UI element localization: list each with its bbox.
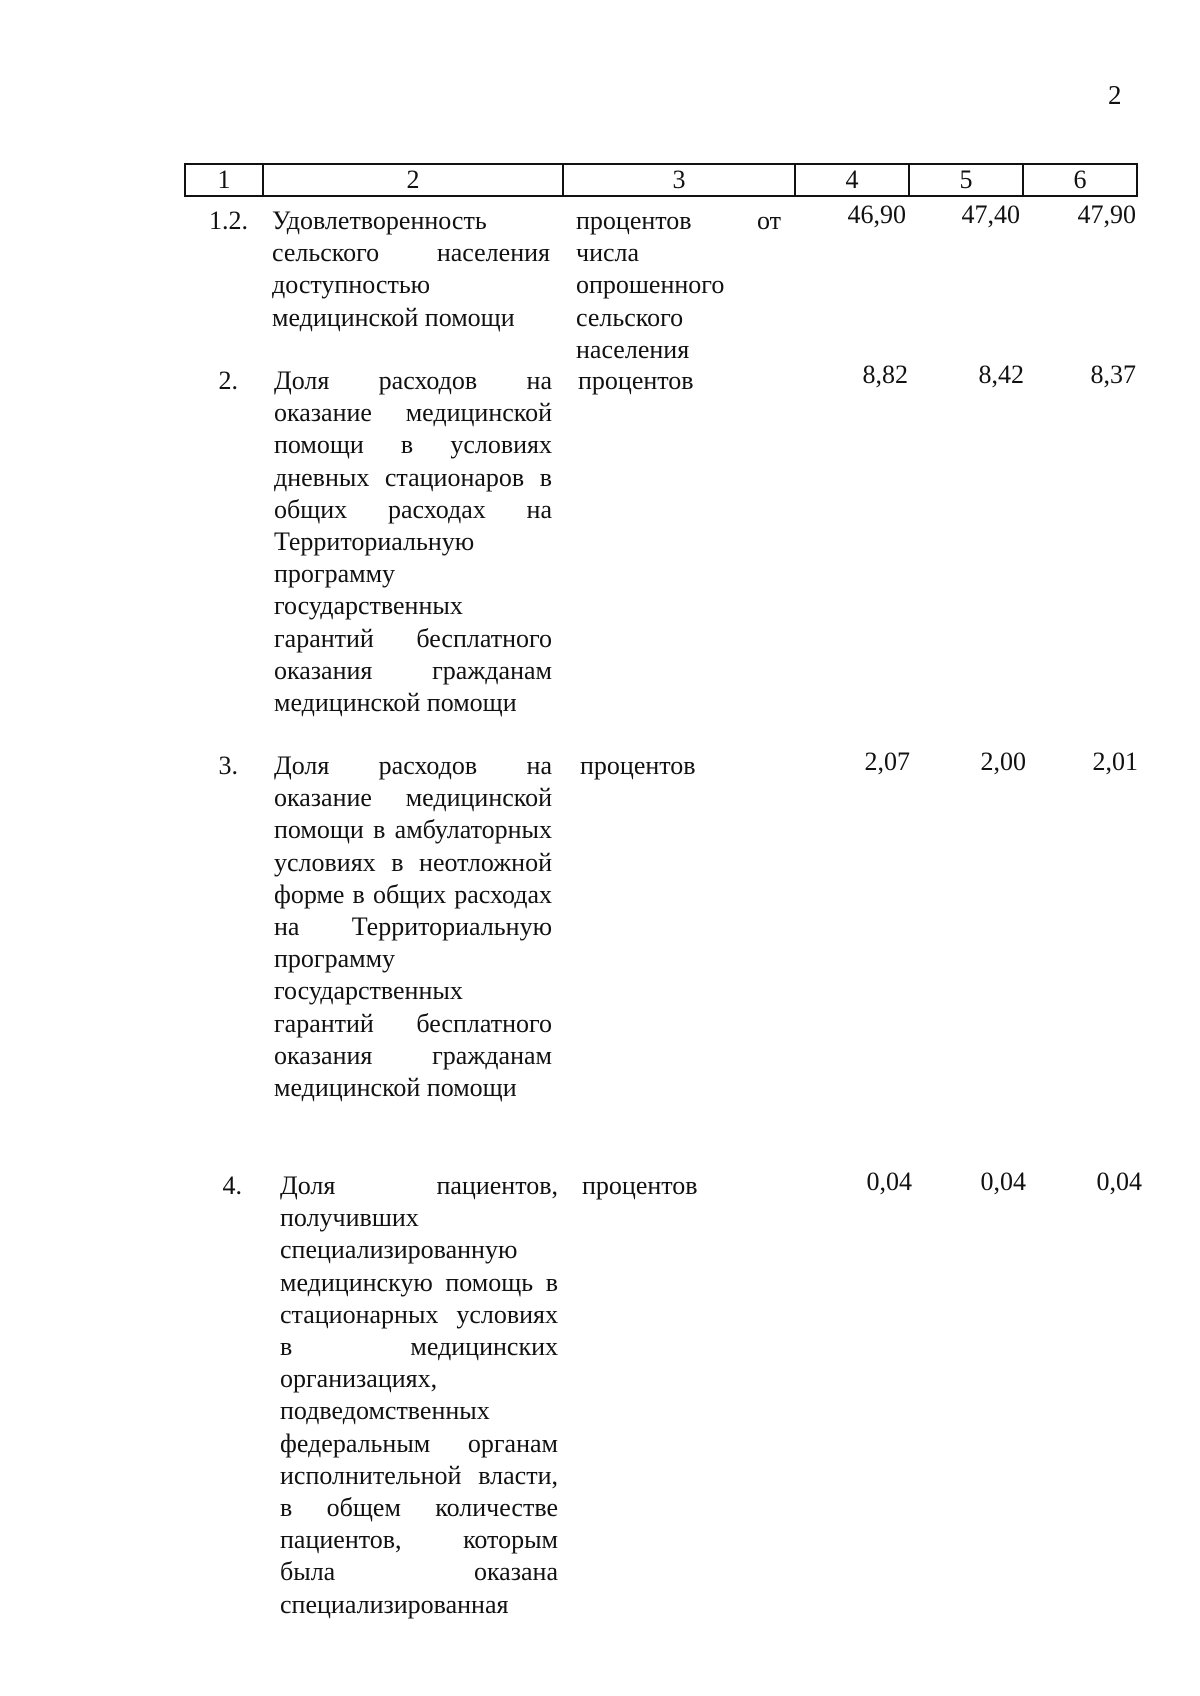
unit-of-measure: процентов: [580, 751, 696, 780]
row-number: 2.: [218, 366, 238, 395]
unit-of-measure: процентов от числа опрошенного сельского населения: [576, 206, 781, 364]
indicator-name: Доля пациентов, получивших специализированную медицинскую помощь в стационарных условиях в медицинских организациях, подведомственных федеральным органам исполнительной власти, в общем количестве пациентов, которым была оказана специализированная: [280, 1171, 558, 1619]
header-col-3: 3: [563, 164, 795, 196]
value-col-6: 47,90: [1077, 200, 1136, 229]
row-number: 3.: [218, 751, 238, 780]
header-col-5: 5: [909, 164, 1023, 196]
header-row: [185, 164, 1137, 196]
page-number: 2: [1108, 80, 1122, 110]
header-col-1: 1: [185, 164, 263, 196]
unit-of-measure: процентов: [578, 366, 694, 395]
indicator-name: Удовлетворенность сельского населения доступностью медицинской помощи: [272, 206, 550, 332]
value-col-5: 0,04: [980, 1167, 1026, 1196]
indicator-name: Доля расходов на оказание медицинской помощи в условиях дневных стационаров в общих расходах на Территориальную программу государственных гарантий бесплатного оказания гражданам медицинской помощи: [274, 366, 552, 718]
row-number: 1.2.: [209, 206, 248, 235]
value-col-4: 2,07: [864, 747, 910, 776]
indicator-name: Доля расходов на оказание медицинской помощи в амбулаторных условиях в неотложной форме в общих расходах на Территориальную программу государственных гарантий бесплатного оказания гражданам медицинской помощи: [274, 751, 552, 1103]
row-number: 4.: [222, 1171, 242, 1200]
value-col-5: 47,40: [961, 200, 1020, 229]
unit-of-measure: процентов: [582, 1171, 698, 1200]
header-col-4: 4: [795, 164, 909, 196]
value-col-4: 0,04: [866, 1167, 912, 1196]
header-col-6: 6: [1023, 164, 1137, 196]
value-col-6: 8,37: [1090, 360, 1136, 389]
value-col-5: 2,00: [980, 747, 1026, 776]
column-header-table: [184, 163, 1138, 197]
value-col-4: 8,82: [862, 360, 908, 389]
value-col-6: 0,04: [1096, 1167, 1142, 1196]
value-col-4: 46,90: [847, 200, 906, 229]
value-col-6: 2,01: [1092, 747, 1138, 776]
value-col-5: 8,42: [978, 360, 1024, 389]
header-col-2: 2: [263, 164, 563, 196]
